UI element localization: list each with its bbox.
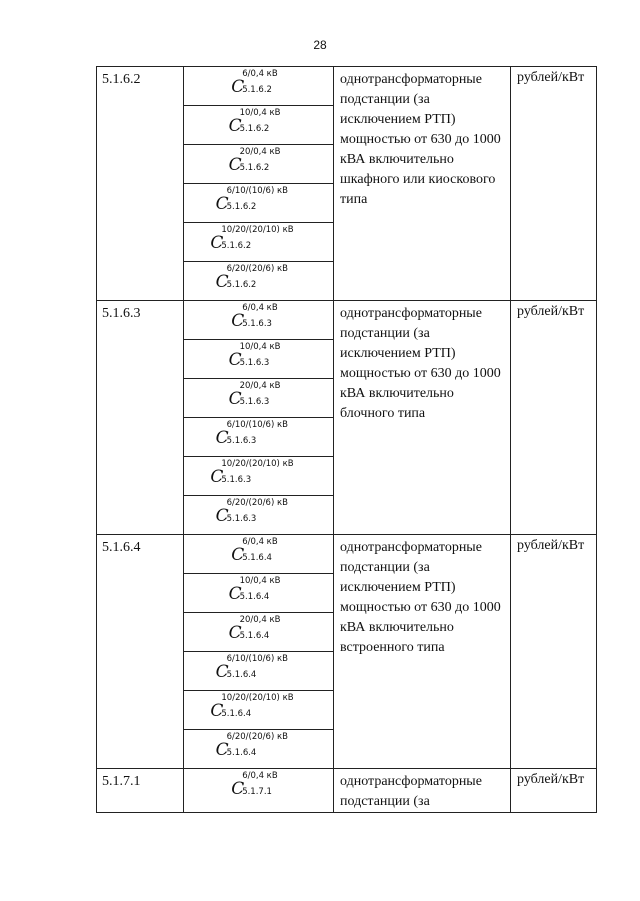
item-code: 5.1.7.1 [97,769,184,813]
symbol-base: C [210,701,224,721]
symbol-subscript: 5.1.6.3 [221,475,252,485]
rate-symbol-cell [184,379,334,418]
symbol-base: C [210,467,224,487]
symbol-superscript: 6/20/(20/6) кВ [226,732,288,742]
item-code: 5.1.6.3 [97,301,184,535]
item-description: однотрансформаторные подстанции (за исключением РТП) мощностью от 630 до 1000 кВА включительно встроенного типа [334,535,511,769]
rate-symbol [231,772,286,798]
symbol-base: C [215,740,229,760]
symbol-base: C [215,194,229,214]
symbol-subscript: 5.1.6.2 [242,85,272,95]
symbol-base: C [228,584,242,604]
symbol-base: C [215,272,229,292]
rate-symbol [216,421,302,447]
item-description: однотрансформаторные подстанции (за [334,769,511,813]
symbol-superscript: 10/0,4 кВ [239,342,281,352]
symbol-base: C [231,311,245,331]
rate-symbol [216,187,302,213]
item-unit: рублей/кВт [511,301,597,535]
page-number: 28 [313,38,327,52]
symbol-subscript: 5.1.6.4 [226,670,257,680]
item-code: 5.1.6.4 [97,535,184,769]
symbol-superscript: 10/20/(20/10) кВ [221,225,294,235]
table-row [97,301,597,340]
item-unit: рублей/кВт [511,67,597,301]
symbol-base: C [231,545,245,565]
symbol-superscript: 6/0,4 кВ [242,771,278,781]
symbol-superscript: 20/0,4 кВ [239,147,281,157]
rate-symbol [210,460,306,486]
rate-symbol-cell [184,652,334,691]
symbol-superscript: 6/10/(10/6) кВ [226,654,288,664]
symbol-subscript: 5.1.6.2 [221,241,252,251]
table-row [97,67,597,106]
symbol-base: C [228,623,242,643]
rate-symbol [231,304,286,330]
symbol-superscript: 10/0,4 кВ [239,576,281,586]
rate-symbol-cell [184,730,334,769]
rate-symbol [210,694,306,720]
symbol-subscript: 5.1.6.3 [226,436,257,446]
rate-symbol [229,109,289,135]
symbol-superscript: 6/10/(10/6) кВ [226,186,288,196]
symbol-superscript: 6/0,4 кВ [242,69,278,79]
symbol-base: C [228,116,242,136]
symbol-superscript: 20/0,4 кВ [239,381,281,391]
symbol-subscript: 5.1.7.1 [242,787,272,797]
rate-symbol-cell [184,691,334,730]
item-unit: рублей/кВт [511,769,597,813]
symbol-subscript: 5.1.6.2 [239,163,270,173]
symbol-base: C [231,77,245,97]
symbol-subscript: 5.1.6.4 [226,748,257,758]
symbol-subscript: 5.1.6.4 [239,592,270,602]
rate-symbol [210,226,306,252]
item-unit: рублей/кВт [511,535,597,769]
rate-symbol-cell [184,106,334,145]
symbol-base: C [215,506,229,526]
symbol-superscript: 6/20/(20/6) кВ [226,264,288,274]
rate-symbol-cell [184,145,334,184]
symbol-subscript: 5.1.6.2 [226,202,257,212]
rate-symbol-cell [184,340,334,379]
symbol-superscript: 10/20/(20/10) кВ [221,693,294,703]
symbol-subscript: 5.1.6.4 [239,631,270,641]
symbol-subscript: 5.1.6.4 [221,709,252,719]
rate-symbol [229,616,289,642]
symbol-superscript: 20/0,4 кВ [239,615,281,625]
symbol-subscript: 5.1.6.3 [239,397,270,407]
rate-symbol-cell [184,535,334,574]
rate-symbol [231,70,286,96]
rate-symbol-cell [184,262,334,301]
rate-symbol [229,148,289,174]
rate-symbol [216,265,302,291]
table-row [97,535,597,574]
symbol-superscript: 6/10/(10/6) кВ [226,420,288,430]
rate-symbol-cell [184,301,334,340]
table-row [97,769,597,813]
rate-symbol-cell [184,769,334,813]
rate-symbol-cell [184,457,334,496]
symbol-base: C [231,779,245,799]
rate-symbol [229,343,289,369]
symbol-superscript: 6/20/(20/6) кВ [226,498,288,508]
rate-symbol [231,538,286,564]
rate-symbol [229,577,289,603]
rate-symbol [216,733,302,759]
symbol-subscript: 5.1.6.2 [226,280,257,290]
symbol-base: C [228,155,242,175]
symbol-superscript: 6/0,4 кВ [242,303,278,313]
symbol-superscript: 6/0,4 кВ [242,537,278,547]
symbol-superscript: 10/20/(20/10) кВ [221,459,294,469]
symbol-superscript: 10/0,4 кВ [239,108,281,118]
symbol-subscript: 5.1.6.3 [226,514,257,524]
symbol-base: C [215,662,229,682]
symbol-subscript: 5.1.6.3 [242,319,272,329]
symbol-base: C [228,350,242,370]
rate-symbol [216,499,302,525]
rate-symbol-cell [184,496,334,535]
symbol-subscript: 5.1.6.4 [242,553,272,563]
rate-symbol-cell [184,184,334,223]
rate-symbol-cell [184,418,334,457]
tariff-table [96,66,597,813]
item-description: однотрансформаторные подстанции (за исключением РТП) мощностью от 630 до 1000 кВА включительно блочного типа [334,301,511,535]
item-description: однотрансформаторные подстанции (за исключением РТП) мощностью от 630 до 1000 кВА включительно шкафного или киоскового типа [334,67,511,301]
symbol-subscript: 5.1.6.2 [239,124,270,134]
symbol-base: C [228,389,242,409]
rate-symbol [229,382,289,408]
rate-symbol-cell [184,223,334,262]
symbol-subscript: 5.1.6.3 [239,358,270,368]
rate-symbol [216,655,302,681]
rate-symbol-cell [184,613,334,652]
rate-symbol-cell [184,67,334,106]
item-code: 5.1.6.2 [97,67,184,301]
symbol-base: C [210,233,224,253]
symbol-base: C [215,428,229,448]
rate-symbol-cell [184,574,334,613]
